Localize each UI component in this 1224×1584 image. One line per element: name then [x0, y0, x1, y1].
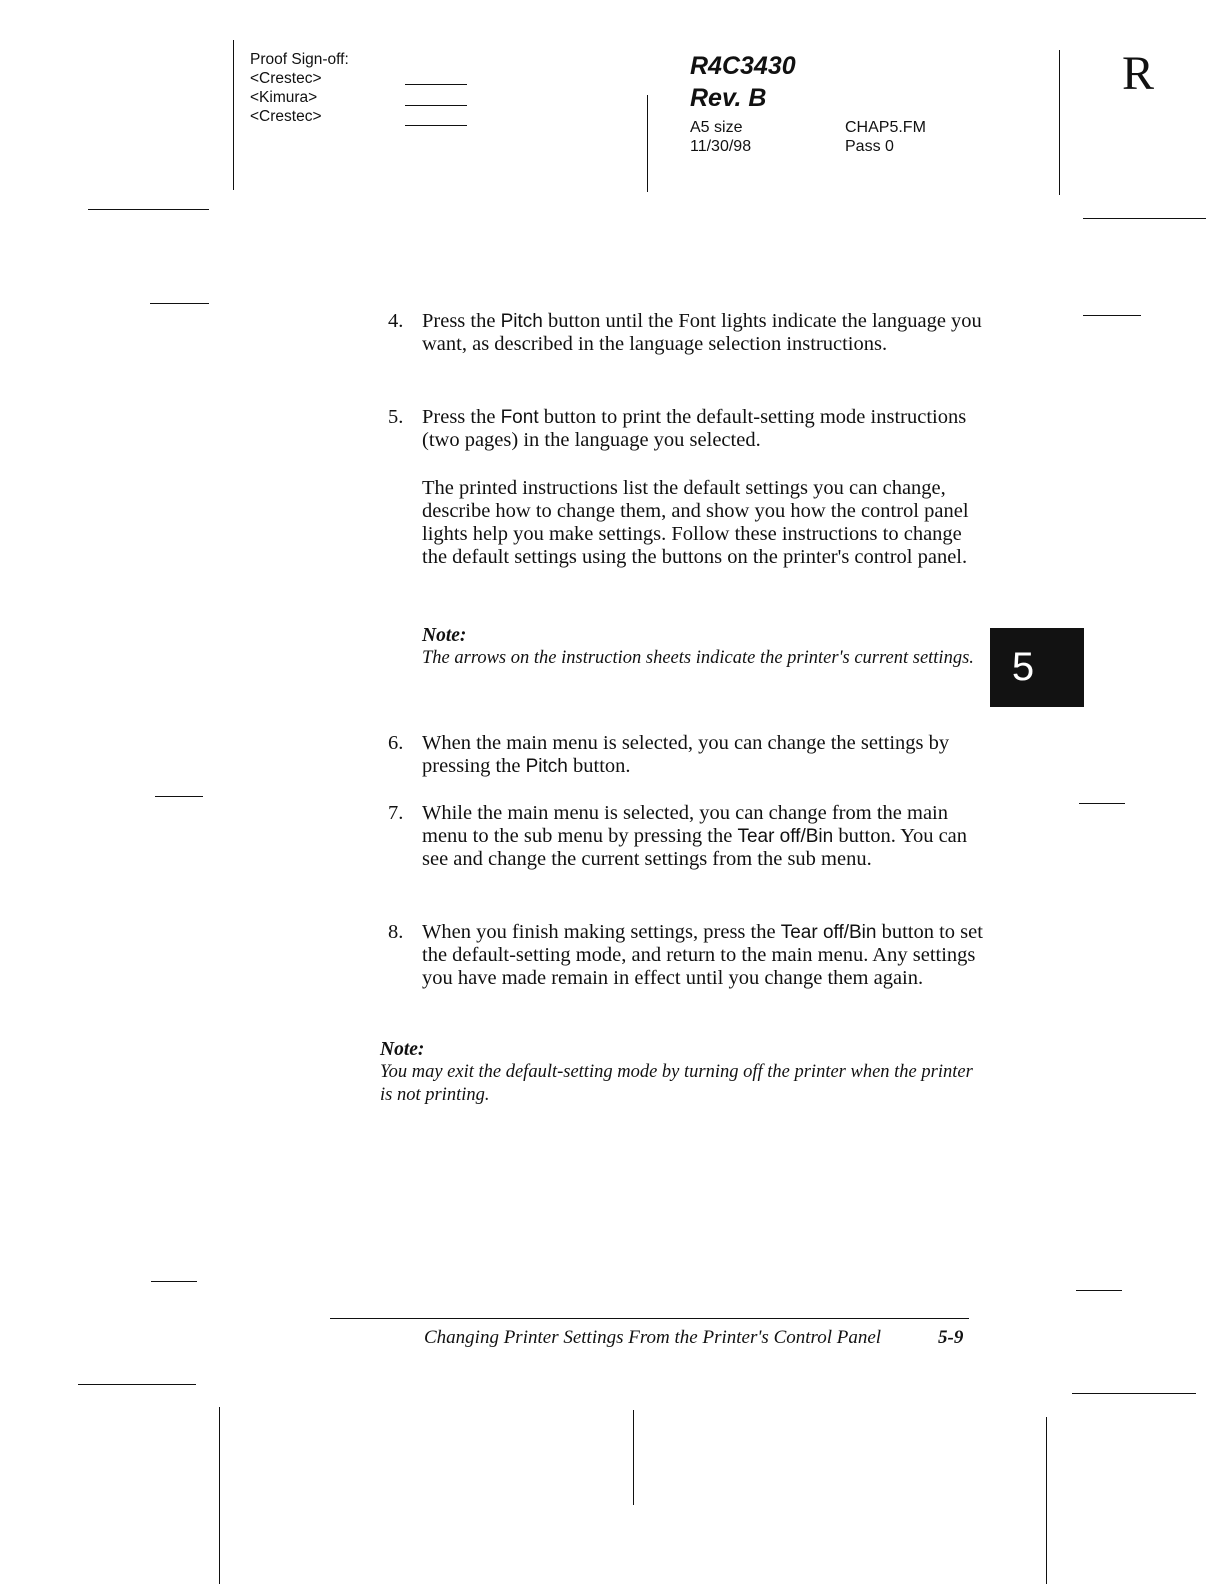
button-name: Tear off/Bin	[737, 826, 834, 847]
revision: Rev. B	[690, 84, 767, 112]
note-label: Note:	[422, 625, 467, 646]
proof-signoff	[250, 50, 349, 126]
crop-mark	[88, 209, 209, 210]
signoff-line	[405, 105, 467, 106]
crop-mark	[1046, 1417, 1047, 1584]
crop-mark	[1083, 218, 1206, 219]
footer-rule	[330, 1318, 969, 1319]
button-name: Font	[500, 407, 539, 428]
crop-mark	[155, 796, 203, 797]
note-label: Note:	[380, 1039, 425, 1060]
signoff-line	[405, 84, 467, 85]
crop-mark	[1076, 1290, 1122, 1291]
crop-mark	[1079, 803, 1125, 804]
document-id: R4C3430	[690, 52, 796, 80]
crop-mark	[1072, 1393, 1196, 1394]
crop-mark	[1059, 50, 1060, 195]
note-block	[380, 1039, 980, 1107]
document-id-block	[690, 50, 796, 114]
crop-mark	[633, 1410, 634, 1505]
signoff-name: <Crestec>	[250, 108, 322, 125]
step-text: Press the Font button to print the default-setting mode instructions (two pages) in the language you selected.	[422, 406, 967, 451]
signoff-name: <Kimura>	[250, 89, 318, 106]
step-text: While the main menu is selected, you can change from the main menu to the sub menu by pressing the Tear off/Bin button. You can see and change the current settings from the sub menu.	[422, 802, 968, 870]
proof-title: Proof Sign-off:	[250, 51, 349, 68]
paper-size: A5 size	[690, 119, 743, 136]
page-number: 5-9	[938, 1327, 964, 1348]
file-name: CHAP5.FM	[845, 119, 926, 136]
note-block	[422, 624, 982, 670]
step-number: 5.	[388, 406, 404, 428]
step-number: 4.	[388, 310, 404, 332]
list-item	[388, 921, 988, 990]
body-paragraph: The printed instructions list the default settings you can change, describe how to change them, and show you how the control panel lights help you make settings. Follow these instructions to change the default settings using the buttons on the printer's control panel.	[422, 477, 969, 568]
button-name: Pitch	[500, 311, 543, 332]
corner-mark: R	[1122, 47, 1155, 100]
crop-mark	[150, 303, 209, 304]
list-item	[388, 406, 988, 452]
list-item	[388, 310, 988, 356]
step-number: 7.	[388, 802, 404, 824]
button-name: Pitch	[525, 756, 568, 777]
crop-mark	[78, 1384, 196, 1385]
pass-number: Pass 0	[845, 138, 894, 155]
crop-mark	[233, 40, 234, 190]
print-date: 11/30/98	[690, 138, 752, 155]
signoff-line	[405, 125, 467, 126]
step-number: 8.	[388, 921, 404, 943]
crop-mark	[219, 1407, 220, 1584]
list-item	[388, 732, 988, 778]
chapter-tab: 5	[990, 628, 1084, 707]
step-text: When you finish making settings, press the Tear off/Bin button to set the default-setting mode, and return to the main menu. Any settings you have made remain in effect until you change them again.	[422, 921, 983, 989]
step-text: Press the Pitch button until the Font lights indicate the language you want, as described in the language selection instructions.	[422, 310, 982, 355]
list-item	[388, 802, 988, 871]
footer-title: Changing Printer Settings From the Printer's Control Panel	[424, 1327, 882, 1348]
signoff-name: <Crestec>	[250, 70, 322, 87]
note-text: The arrows on the instruction sheets indicate the printer's current settings.	[422, 648, 974, 668]
crop-mark	[1083, 315, 1141, 316]
button-name: Tear off/Bin	[780, 922, 877, 943]
step-text: When the main menu is selected, you can change the settings by pressing the Pitch button.	[422, 732, 950, 777]
note-text: You may exit the default-setting mode by turning off the printer when the printer is not printing.	[380, 1062, 973, 1105]
crop-mark	[647, 95, 648, 192]
crop-mark	[151, 1281, 197, 1282]
step-number: 6.	[388, 732, 404, 754]
